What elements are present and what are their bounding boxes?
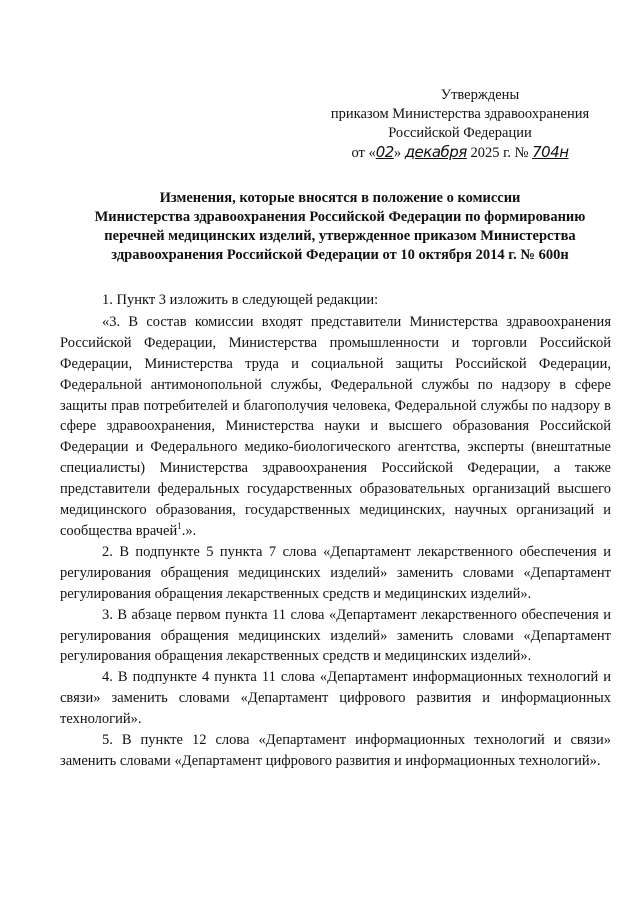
approval-ministry-line: Российской Федерации — [388, 125, 532, 141]
date-separator: » — [393, 145, 405, 161]
title-line-3: перечней медицинских изделий, утвержденное приказом Министерства — [104, 228, 576, 244]
handwritten-order-number: 704н — [532, 143, 569, 161]
title-line-4: здравоохранения Российской Федерации от 10 октября 2014 г. № 600н — [111, 247, 569, 263]
paragraph-1: 1. Пункт 3 изложить в следующей редакции: — [102, 292, 379, 308]
handwritten-day: 02 — [375, 143, 394, 161]
document-title — [60, 189, 620, 265]
title-line-2: Министерства здравоохранения Российской Федерации по формированию — [94, 209, 586, 225]
approval-date-line — [300, 143, 620, 163]
paragraph-6: 5. В пункте 12 слова «Департамент информационных технологий и связи» заменить словами «Департамент цифрового развития и информационных технологий». — [60, 732, 611, 769]
paragraph-2-text: «3. В состав комиссии входят представители Министерства здравоохранения Российской Федерации, Министерства промышленности и торговли Российской Федерации, Министерства труда и социальной защиты Российской Федерации, Федеральной антимонопольной службы, Федеральной службы по надзору в сфере защиты прав потребителей и благополучия человека, Федеральной службы по надзору в сфере здравоохранения, Министерства науки и высшего образования Российской Федерации и Федерального медико-биологического агентства, эксперты (внештатные специалисты) Министерства здравоохранения Российской Федерации, а также представители федеральных государственных образовательных организаций высшего медицинского образования, государственных медицинских, научных организаций и сообщества врачей — [60, 313, 611, 539]
date-prefix: от « — [351, 145, 376, 161]
paragraph-2 — [60, 312, 611, 542]
paragraph-2-end: .». — [181, 522, 197, 539]
paragraph-5: 4. В подпункте 4 пункта 11 слова «Департамент информационных технологий и связи» заменить словами «Департамент цифрового развития и информационных технологий». — [60, 669, 611, 728]
handwritten-month: декабря — [404, 143, 467, 161]
date-year: 2025 г. № — [466, 145, 533, 161]
document-body — [60, 290, 611, 772]
title-line-1: Изменения, которые вносятся в положение о комиссии — [159, 190, 521, 206]
approval-order-line: приказом Министерства здравоохранения — [330, 106, 590, 122]
paragraph-3: 2. В подпункте 5 пункта 7 слова «Департамент лекарственного обеспечения и регулирования обращения медицинских изделий» заменить словами «Департамент регулирования обращения лекарственных средств и медицинских изделий». — [60, 543, 611, 602]
approval-heading: Утверждены — [440, 87, 520, 103]
paragraph-4: 3. В абзаце первом пункта 11 слова «Департамент лекарственного обеспечения и регулирования обращения медицинских изделий» заменить словами «Департамент регулирования обращения лекарственных средств и медицинских изделий». — [60, 606, 611, 665]
footnote-marker: 1 — [177, 521, 182, 532]
approval-block — [300, 86, 620, 163]
